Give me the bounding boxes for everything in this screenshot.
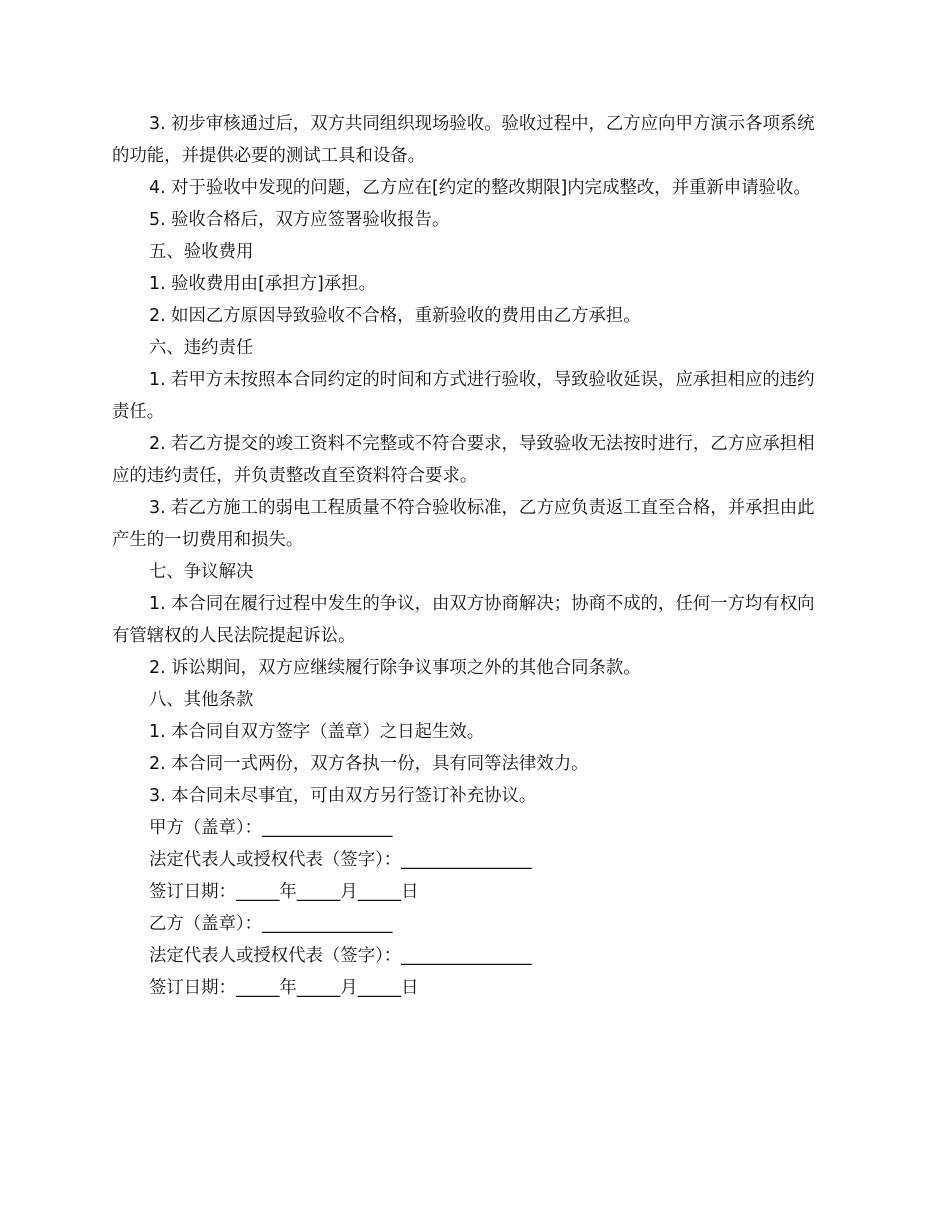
section-heading: 八、其他条款 [149, 690, 254, 710]
party-b-representative-line: 法定代表人或授权代表（签字）：_______________ [149, 946, 532, 966]
clause-paragraph: 2. 若乙方提交的竣工资料不完整或不符合要求，导致验收无法按时进行，乙方应承担相应的违约责任，并负责整改直至资料符合要求。 [112, 434, 815, 486]
clause-paragraph: 1. 若甲方未按照本合同约定的时间和方式进行验收，导致验收延误，应承担相应的违约责任。 [112, 370, 815, 422]
clause-paragraph: 3. 初步审核通过后，双方共同组织现场验收。验收过程中，乙方应向甲方演示各项系统的功能，并提供必要的测试工具和设备。 [112, 114, 815, 166]
clause-paragraph: 4. 对于验收中发现的问题，乙方应在[约定的整改期限]内完成整改，并重新申请验收。 [149, 178, 811, 198]
section-heading: 七、争议解决 [149, 562, 254, 582]
party-a-representative-line: 法定代表人或授权代表（签字）：_______________ [149, 850, 532, 870]
clause-paragraph: 3. 若乙方施工的弱电工程质量不符合验收标准，乙方应负责返工直至合格，并承担由此产生的一切费用和损失。 [112, 498, 815, 550]
clause-paragraph: 2. 本合同一式两份，双方各执一份，具有同等法律效力。 [149, 754, 589, 774]
clause-paragraph: 3. 本合同未尽事宜，可由双方另行签订补充协议。 [149, 786, 537, 806]
party-a-seal-line: 甲方（盖章）：_______________ [149, 818, 393, 838]
section-heading: 六、违约责任 [149, 338, 254, 358]
clause-paragraph: 2. 如因乙方原因导致验收不合格，重新验收的费用由乙方承担。 [149, 306, 641, 326]
clause-paragraph: 1. 本合同在履行过程中发生的争议，由双方协商解决；协商不成的，任何一方均有权向有管辖权的人民法院提起诉讼。 [112, 594, 815, 646]
section-heading: 五、验收费用 [149, 242, 254, 262]
document-body [112, 108, 830, 1004]
clause-paragraph: 2. 诉讼期间，双方应继续履行除争议事项之外的其他合同条款。 [149, 658, 641, 678]
clause-paragraph: 1. 本合同自双方签字（盖章）之日起生效。 [149, 722, 485, 742]
clause-paragraph: 5. 验收合格后，双方应签署验收报告。 [149, 210, 450, 230]
party-b-date-line: 签订日期：_____年_____月_____日 [149, 978, 419, 998]
party-a-date-line: 签订日期：_____年_____月_____日 [149, 882, 419, 902]
clause-paragraph: 1. 验收费用由[承担方]承担。 [149, 274, 376, 294]
party-b-seal-line: 乙方（盖章）：_______________ [149, 914, 393, 934]
